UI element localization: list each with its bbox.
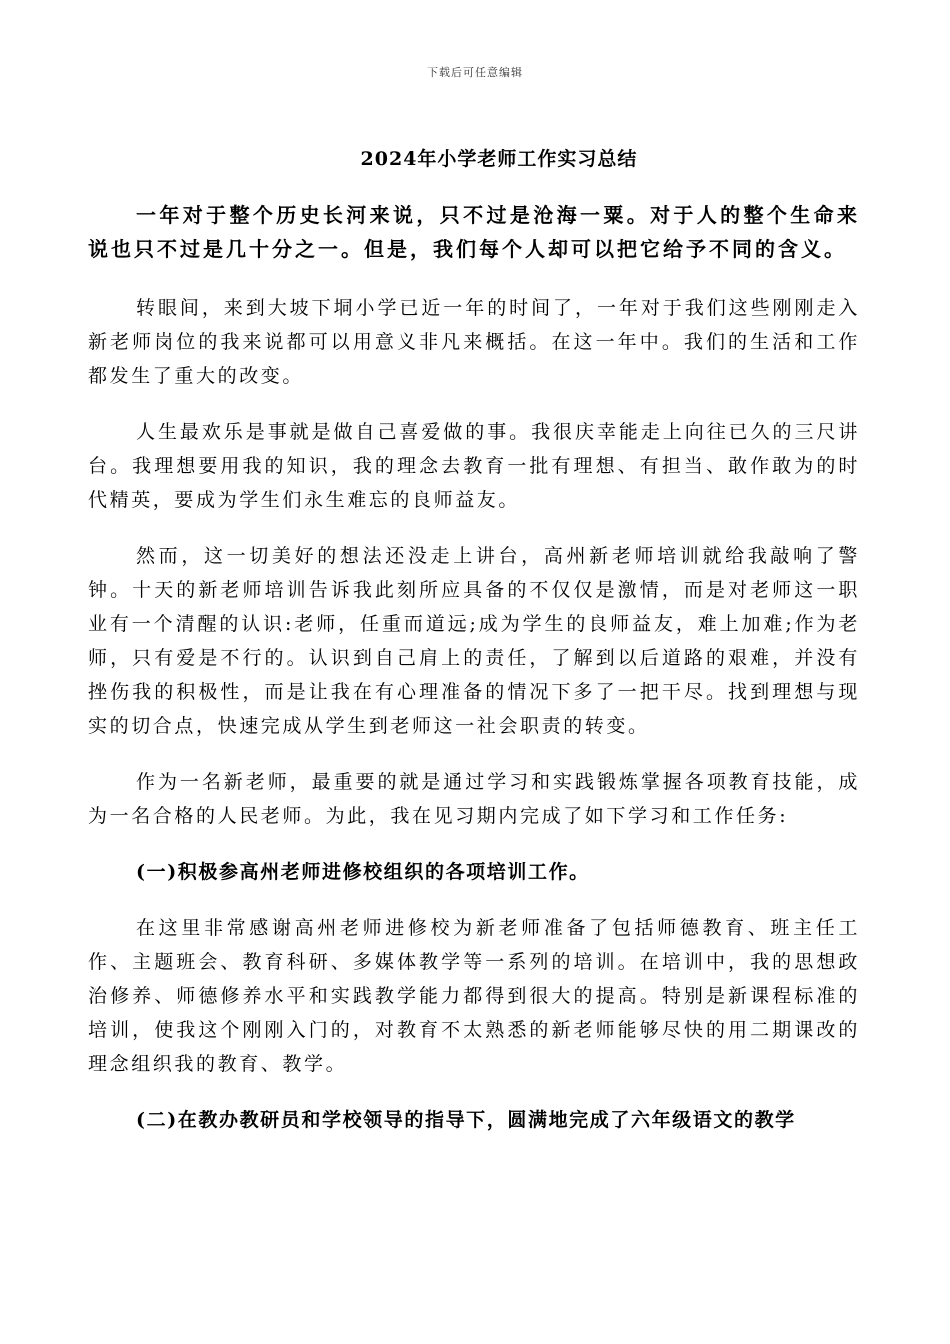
section-heading: (一)积极参高州老师进修校组织的各项培训工作。 xyxy=(136,861,590,883)
intro-paragraph: 一年对于整个历史长河来说，只不过是沧海一粟。对于人的整个生命来说也只不过是几十分之一。但是，我们每个人却可以把它给予不同的含义。 xyxy=(88,203,860,261)
body-paragraph: 作为一名新老师，最重要的就是通过学习和实践锻炼掌握各项教育技能，成为一名合格的人民老师。为此，我在见习期内完成了如下学习和工作任务: xyxy=(88,771,860,827)
header-note: 下载后可任意编辑 xyxy=(427,66,523,79)
body-paragraph: 在这里非常感谢高州老师进修校为新老师准备了包括师德教育、班主任工作、主题班会、教育科研、多媒体教学等一系列的培训。在培训中，我的思想政治修养、师德修养水平和实践教学能力都得到很大的提高。特别是新课程标准的培训，使我这个刚刚入门的，对教育不太熟悉的新老师能够尽快的用二期课改的理念组织我的教育、教学。 xyxy=(88,917,860,1075)
body-paragraph: 然而，这一切美好的想法还没走上讲台，高州新老师培训就给我敲响了警钟。十天的新老师培训告诉我此刻所应具备的不仅仅是激情，而是对老师这一职业有一个清醒的认识:老师，任重而道远;成为学生的良师益友，难上加难;作为老师，只有爱是不行的。认识到自己肩上的责任，了解到以后道路的艰难，并没有挫伤我的积极性，而是让我在有心理准备的情况下多了一把干尽。找到理想与现实的切合点，快速完成从学生到老师这一社会职责的转变。 xyxy=(88,545,860,737)
section-heading: (二)在教办教研员和学校领导的指导下，圆满地完成了六年级语文的教学 xyxy=(136,1109,796,1131)
document-body xyxy=(88,198,860,1159)
document-title: 2024年小学老师工作实习总结 xyxy=(360,148,638,170)
body-paragraph: 人生最欢乐是事就是做自己喜爱做的事。我很庆幸能走上向往已久的三尺讲台。我理想要用我的知识，我的理念去教育一批有理想、有担当、敢作敢为的时代精英，要成为学生们永生难忘的良师益友。 xyxy=(88,421,860,511)
body-paragraph: 转眼间，来到大坡下垌小学已近一年的时间了，一年对于我们这些刚刚走入新老师岗位的我来说都可以用意义非凡来概括。在这一年中。我们的生活和工作都发生了重大的改变。 xyxy=(88,297,860,387)
